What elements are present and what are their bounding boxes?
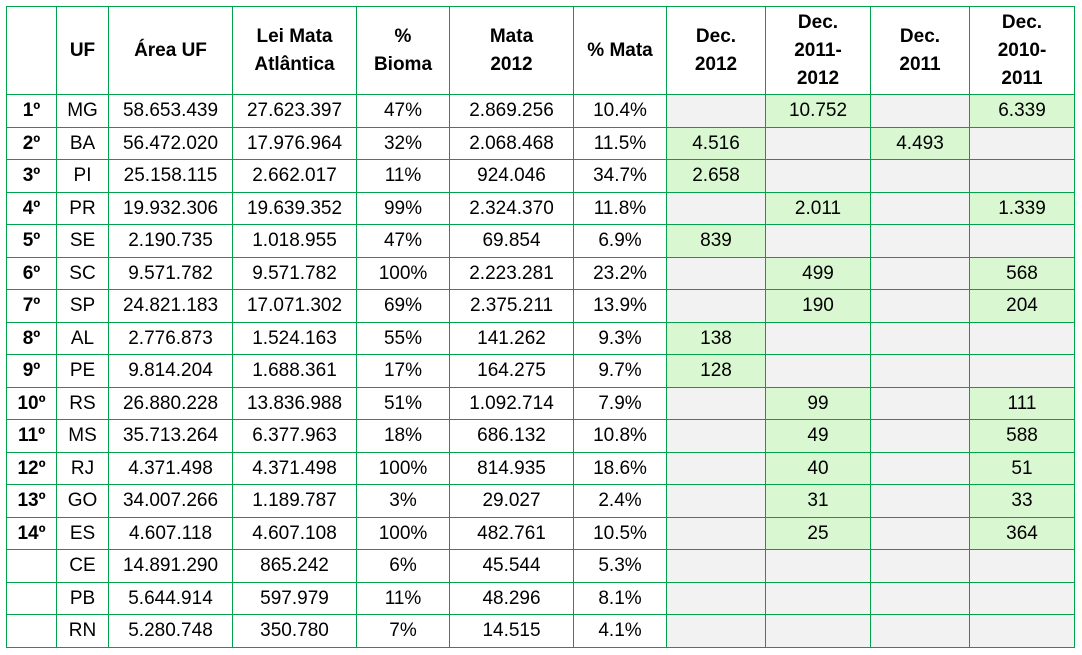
area-uf-cell: 34.007.266 (109, 485, 233, 518)
dec-2010-2011-cell (970, 160, 1075, 193)
dec-2011-2012-cell (766, 615, 871, 648)
lei-mata-cell: 19.639.352 (233, 192, 357, 225)
dec-2010-2011-cell: 588 (970, 420, 1075, 453)
dec-2011-2012-cell: 31 (766, 485, 871, 518)
pct-mata-cell: 7.9% (574, 387, 667, 420)
rank-cell: 1º (7, 95, 57, 128)
table-row (7, 322, 1075, 355)
uf-cell: PE (57, 355, 109, 388)
rank-cell: 11º (7, 420, 57, 453)
area-uf-cell: 2.190.735 (109, 225, 233, 258)
dec-2011-cell (871, 485, 970, 518)
dec-2011-2012-cell: 499 (766, 257, 871, 290)
table-row (7, 95, 1075, 128)
pct-mata-cell: 9.7% (574, 355, 667, 388)
pct-bioma-cell: 3% (357, 485, 450, 518)
rank-cell: 5º (7, 225, 57, 258)
mata-2012-cell: 141.262 (450, 322, 574, 355)
dec-2011-2012-cell (766, 322, 871, 355)
dec-2011-cell (871, 387, 970, 420)
uf-cell: MG (57, 95, 109, 128)
header-lei-mata-atlantica: Lei Mata Atlântica (233, 7, 357, 95)
dec-2011-cell (871, 550, 970, 583)
pct-bioma-cell: 69% (357, 290, 450, 323)
dec-2011-2012-cell: 99 (766, 387, 871, 420)
rank-cell (7, 615, 57, 648)
dec-2010-2011-cell (970, 225, 1075, 258)
pct-bioma-cell: 100% (357, 452, 450, 485)
dec-2012-cell (667, 582, 766, 615)
table-row (7, 452, 1075, 485)
header-dec-2011: Dec. 2011 (871, 7, 970, 95)
uf-cell: RJ (57, 452, 109, 485)
dec-2012-cell (667, 517, 766, 550)
dec-2011-2012-cell (766, 160, 871, 193)
pct-bioma-cell: 17% (357, 355, 450, 388)
dec-2012-cell: 4.516 (667, 127, 766, 160)
mata-2012-cell: 686.132 (450, 420, 574, 453)
dec-2010-2011-cell: 33 (970, 485, 1075, 518)
rank-cell: 10º (7, 387, 57, 420)
dec-2011-cell (871, 257, 970, 290)
rank-cell: 6º (7, 257, 57, 290)
pct-mata-cell: 9.3% (574, 322, 667, 355)
lei-mata-cell: 1.018.955 (233, 225, 357, 258)
pct-bioma-cell: 18% (357, 420, 450, 453)
pct-mata-cell: 2.4% (574, 485, 667, 518)
pct-mata-cell: 13.9% (574, 290, 667, 323)
pct-mata-cell: 10.5% (574, 517, 667, 550)
uf-cell: RN (57, 615, 109, 648)
mata-2012-cell: 45.544 (450, 550, 574, 583)
dec-2010-2011-cell: 51 (970, 452, 1075, 485)
pct-bioma-cell: 100% (357, 517, 450, 550)
uf-cell: CE (57, 550, 109, 583)
rank-cell (7, 582, 57, 615)
mata-2012-cell: 924.046 (450, 160, 574, 193)
dec-2012-cell: 2.658 (667, 160, 766, 193)
lei-mata-cell: 17.071.302 (233, 290, 357, 323)
dec-2011-2012-cell: 40 (766, 452, 871, 485)
dec-2012-cell (667, 452, 766, 485)
mata-2012-cell: 814.935 (450, 452, 574, 485)
dec-2011-2012-cell: 49 (766, 420, 871, 453)
area-uf-cell: 9.571.782 (109, 257, 233, 290)
area-uf-cell: 24.821.183 (109, 290, 233, 323)
pct-bioma-cell: 47% (357, 95, 450, 128)
area-uf-cell: 5.280.748 (109, 615, 233, 648)
pct-bioma-cell: 51% (357, 387, 450, 420)
mata-2012-cell: 164.275 (450, 355, 574, 388)
header-row (7, 7, 1075, 95)
header-pct-bioma: % Bioma (357, 7, 450, 95)
dec-2012-cell: 128 (667, 355, 766, 388)
uf-cell: SC (57, 257, 109, 290)
dec-2011-cell (871, 615, 970, 648)
area-uf-cell: 14.891.290 (109, 550, 233, 583)
dec-2011-cell: 4.493 (871, 127, 970, 160)
lei-mata-cell: 2.662.017 (233, 160, 357, 193)
uf-cell: SP (57, 290, 109, 323)
table-row (7, 225, 1075, 258)
dec-2012-cell (667, 550, 766, 583)
dec-2011-2012-cell (766, 355, 871, 388)
dec-2011-cell (871, 420, 970, 453)
dec-2012-cell: 839 (667, 225, 766, 258)
dec-2011-cell (871, 582, 970, 615)
lei-mata-cell: 597.979 (233, 582, 357, 615)
pct-bioma-cell: 11% (357, 582, 450, 615)
pct-bioma-cell: 99% (357, 192, 450, 225)
dec-2010-2011-cell: 6.339 (970, 95, 1075, 128)
area-uf-cell: 35.713.264 (109, 420, 233, 453)
dec-2010-2011-cell: 1.339 (970, 192, 1075, 225)
rank-cell: 4º (7, 192, 57, 225)
table-row (7, 192, 1075, 225)
pct-mata-cell: 11.8% (574, 192, 667, 225)
dec-2010-2011-cell (970, 127, 1075, 160)
mata-2012-cell: 482.761 (450, 517, 574, 550)
table-row (7, 550, 1075, 583)
table-row (7, 257, 1075, 290)
dec-2012-cell (667, 485, 766, 518)
table-row (7, 582, 1075, 615)
pct-mata-cell: 8.1% (574, 582, 667, 615)
pct-mata-cell: 5.3% (574, 550, 667, 583)
dec-2010-2011-cell: 568 (970, 257, 1075, 290)
dec-2012-cell (667, 257, 766, 290)
table-row (7, 615, 1075, 648)
mata-2012-cell: 14.515 (450, 615, 574, 648)
rank-cell: 2º (7, 127, 57, 160)
rank-cell: 3º (7, 160, 57, 193)
header-uf: UF (57, 7, 109, 95)
rank-cell: 13º (7, 485, 57, 518)
uf-cell: RS (57, 387, 109, 420)
uf-cell: PI (57, 160, 109, 193)
area-uf-cell: 5.644.914 (109, 582, 233, 615)
dec-2011-2012-cell (766, 582, 871, 615)
dec-2012-cell (667, 95, 766, 128)
dec-2011-cell (871, 290, 970, 323)
dec-2011-cell (871, 322, 970, 355)
deforestation-table (6, 6, 1075, 648)
rank-cell: 9º (7, 355, 57, 388)
header-pct-mata: % Mata (574, 7, 667, 95)
lei-mata-cell: 1.524.163 (233, 322, 357, 355)
dec-2011-cell (871, 160, 970, 193)
mata-2012-cell: 2.068.468 (450, 127, 574, 160)
header-dec-2012: Dec. 2012 (667, 7, 766, 95)
area-uf-cell: 56.472.020 (109, 127, 233, 160)
pct-bioma-cell: 6% (357, 550, 450, 583)
rank-cell: 14º (7, 517, 57, 550)
dec-2010-2011-cell: 364 (970, 517, 1075, 550)
dec-2010-2011-cell (970, 355, 1075, 388)
pct-mata-cell: 6.9% (574, 225, 667, 258)
lei-mata-cell: 1.189.787 (233, 485, 357, 518)
pct-bioma-cell: 47% (357, 225, 450, 258)
dec-2012-cell (667, 387, 766, 420)
uf-cell: MS (57, 420, 109, 453)
area-uf-cell: 58.653.439 (109, 95, 233, 128)
table-row (7, 517, 1075, 550)
mata-2012-cell: 2.324.370 (450, 192, 574, 225)
dec-2012-cell (667, 615, 766, 648)
header-dec-2010-2011: Dec. 2010- 2011 (970, 7, 1075, 95)
pct-mata-cell: 10.8% (574, 420, 667, 453)
table-row (7, 420, 1075, 453)
dec-2010-2011-cell (970, 550, 1075, 583)
dec-2010-2011-cell (970, 615, 1075, 648)
rank-cell (7, 550, 57, 583)
header-dec-2011-2012: Dec. 2011- 2012 (766, 7, 871, 95)
dec-2011-cell (871, 95, 970, 128)
dec-2010-2011-cell: 204 (970, 290, 1075, 323)
area-uf-cell: 9.814.204 (109, 355, 233, 388)
pct-bioma-cell: 11% (357, 160, 450, 193)
dec-2011-2012-cell (766, 225, 871, 258)
area-uf-cell: 19.932.306 (109, 192, 233, 225)
area-uf-cell: 25.158.115 (109, 160, 233, 193)
rank-cell: 7º (7, 290, 57, 323)
mata-2012-cell: 48.296 (450, 582, 574, 615)
table-body (7, 95, 1075, 648)
uf-cell: GO (57, 485, 109, 518)
table-row (7, 290, 1075, 323)
mata-2012-cell: 2.869.256 (450, 95, 574, 128)
pct-mata-cell: 4.1% (574, 615, 667, 648)
dec-2012-cell (667, 420, 766, 453)
area-uf-cell: 4.607.118 (109, 517, 233, 550)
pct-bioma-cell: 55% (357, 322, 450, 355)
dec-2011-cell (871, 355, 970, 388)
pct-bioma-cell: 32% (357, 127, 450, 160)
header-mata-2012: Mata 2012 (450, 7, 574, 95)
uf-cell: AL (57, 322, 109, 355)
rank-cell: 8º (7, 322, 57, 355)
dec-2011-cell (871, 517, 970, 550)
dec-2011-cell (871, 192, 970, 225)
area-uf-cell: 2.776.873 (109, 322, 233, 355)
dec-2011-cell (871, 225, 970, 258)
lei-mata-cell: 865.242 (233, 550, 357, 583)
dec-2012-cell: 138 (667, 322, 766, 355)
mata-2012-cell: 2.375.211 (450, 290, 574, 323)
dec-2010-2011-cell (970, 322, 1075, 355)
header-area-uf: Área UF (109, 7, 233, 95)
dec-2011-2012-cell (766, 550, 871, 583)
pct-bioma-cell: 7% (357, 615, 450, 648)
mata-2012-cell: 69.854 (450, 225, 574, 258)
table-row (7, 127, 1075, 160)
lei-mata-cell: 1.688.361 (233, 355, 357, 388)
table-row (7, 387, 1075, 420)
uf-cell: PR (57, 192, 109, 225)
mata-2012-cell: 29.027 (450, 485, 574, 518)
dec-2011-2012-cell: 10.752 (766, 95, 871, 128)
uf-cell: BA (57, 127, 109, 160)
pct-mata-cell: 18.6% (574, 452, 667, 485)
dec-2012-cell (667, 290, 766, 323)
area-uf-cell: 4.371.498 (109, 452, 233, 485)
mata-2012-cell: 2.223.281 (450, 257, 574, 290)
area-uf-cell: 26.880.228 (109, 387, 233, 420)
lei-mata-cell: 9.571.782 (233, 257, 357, 290)
lei-mata-cell: 350.780 (233, 615, 357, 648)
dec-2010-2011-cell: 111 (970, 387, 1075, 420)
lei-mata-cell: 4.371.498 (233, 452, 357, 485)
mata-2012-cell: 1.092.714 (450, 387, 574, 420)
pct-bioma-cell: 100% (357, 257, 450, 290)
dec-2012-cell (667, 192, 766, 225)
dec-2011-2012-cell: 25 (766, 517, 871, 550)
lei-mata-cell: 4.607.108 (233, 517, 357, 550)
dec-2011-2012-cell (766, 127, 871, 160)
pct-mata-cell: 23.2% (574, 257, 667, 290)
dec-2010-2011-cell (970, 582, 1075, 615)
table-row (7, 355, 1075, 388)
header-rank (7, 7, 57, 95)
dec-2011-2012-cell: 190 (766, 290, 871, 323)
pct-mata-cell: 34.7% (574, 160, 667, 193)
lei-mata-cell: 13.836.988 (233, 387, 357, 420)
dec-2011-2012-cell: 2.011 (766, 192, 871, 225)
uf-cell: ES (57, 517, 109, 550)
dec-2011-cell (871, 452, 970, 485)
uf-cell: PB (57, 582, 109, 615)
pct-mata-cell: 10.4% (574, 95, 667, 128)
table-row (7, 485, 1075, 518)
lei-mata-cell: 6.377.963 (233, 420, 357, 453)
uf-cell: SE (57, 225, 109, 258)
lei-mata-cell: 27.623.397 (233, 95, 357, 128)
lei-mata-cell: 17.976.964 (233, 127, 357, 160)
pct-mata-cell: 11.5% (574, 127, 667, 160)
rank-cell: 12º (7, 452, 57, 485)
table-row (7, 160, 1075, 193)
